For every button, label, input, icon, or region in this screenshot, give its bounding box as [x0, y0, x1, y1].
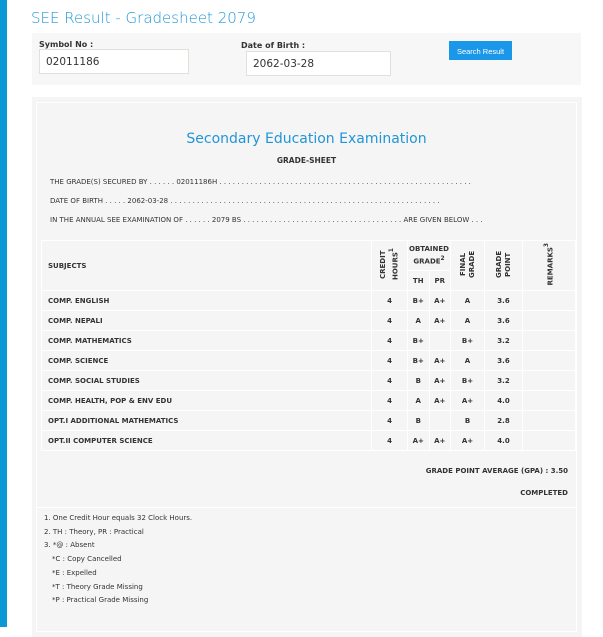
cell-remarks — [523, 351, 576, 371]
cell-subject: COMP. ENGLISH — [42, 291, 372, 311]
table-row — [42, 331, 576, 351]
col-pr: PR — [429, 271, 451, 291]
cell-final: A+ — [451, 431, 485, 451]
note-item: 2. TH : Theory, PR : Practical — [44, 527, 144, 536]
cell-credit: 4 — [372, 411, 408, 431]
exam-title: Secondary Education Examination — [186, 131, 427, 147]
cell-credit: 4 — [372, 291, 408, 311]
cell-th: B — [408, 371, 430, 391]
table-row — [42, 351, 576, 371]
table-row — [42, 291, 576, 311]
symbol-label: Symbol No : — [39, 40, 94, 49]
table-row — [42, 431, 576, 451]
cell-remarks — [523, 391, 576, 411]
dob-line: DATE OF BIRTH . . . . . 2062-03-28 . . . . . . . . . . . . . . . . . . . . . . . . . . . . . . . . . . . . . . . . . . . . . . . . . . . . . . . . . . . . . — [50, 197, 440, 205]
table-row — [42, 311, 576, 331]
cell-pr: A+ — [429, 431, 451, 451]
note-item: 1. One Credit Hour equals 32 Clock Hours. — [44, 514, 193, 522]
cell-subject: COMP. HEALTH, POP & ENV EDU — [42, 391, 372, 411]
table-row — [42, 371, 576, 391]
cell-subject: COMP. MATHEMATICS — [42, 331, 372, 351]
search-result-button[interactable]: Search Result — [449, 41, 512, 60]
left-accent-bar — [0, 0, 7, 627]
cell-subject: OPT.II COMPUTER SCIENCE — [42, 431, 372, 451]
cell-final: A — [451, 311, 485, 331]
cell-credit: 4 — [372, 351, 408, 371]
table-row — [42, 411, 576, 431]
cell-final: B+ — [451, 371, 485, 391]
cell-pr — [429, 331, 451, 351]
cell-credit: 4 — [372, 391, 408, 411]
cell-remarks — [523, 431, 576, 451]
cell-remarks — [523, 291, 576, 311]
dob-input[interactable]: 2062-03-28 — [246, 51, 391, 76]
cell-th: B — [408, 411, 430, 431]
cell-th: B+ — [408, 291, 430, 311]
cell-gp: 3.2 — [485, 371, 523, 391]
cell-credit: 4 — [372, 311, 408, 331]
symbol-input[interactable]: 02011186 — [39, 49, 189, 74]
cell-th: A — [408, 391, 430, 411]
col-final: FINAL GRADE — [451, 241, 485, 291]
cell-th: B+ — [408, 331, 430, 351]
cell-final: A — [451, 351, 485, 371]
cell-pr: A+ — [429, 351, 451, 371]
cell-th: A+ — [408, 431, 430, 451]
cell-gp: 3.6 — [485, 291, 523, 311]
cell-credit: 4 — [372, 371, 408, 391]
cell-th: B+ — [408, 351, 430, 371]
divider — [37, 507, 576, 508]
cell-gp: 3.2 — [485, 331, 523, 351]
note-item: *T : Theory Grade Missing — [52, 582, 143, 591]
cell-th: A — [408, 311, 430, 331]
notes — [44, 512, 192, 608]
cell-pr: A+ — [429, 311, 451, 331]
cell-final: B+ — [451, 331, 485, 351]
result-status: COMPLETED — [520, 489, 568, 497]
gradesheet — [32, 97, 582, 637]
col-remarks: REMARKS$^3$ — [523, 241, 576, 291]
cell-subject: OPT.I ADDITIONAL MATHEMATICS — [42, 411, 372, 431]
cell-final: A+ — [451, 391, 485, 411]
page-title: SEE Result - Gradesheet 2079 — [31, 9, 256, 27]
col-credit: CREDIT HOURS$^1$ — [372, 241, 408, 291]
cell-gp: 4.0 — [485, 391, 523, 411]
cell-credit: 4 — [372, 431, 408, 451]
gradesheet-subtitle: GRADE-SHEET — [276, 156, 337, 165]
cell-credit: 4 — [372, 331, 408, 351]
cell-remarks — [523, 311, 576, 331]
note-item: 3. *@ : Absent — [44, 541, 95, 550]
cell-gp: 3.6 — [485, 351, 523, 371]
dob-label: Date of Birth : — [241, 41, 306, 50]
col-gp: GRADE POINT — [485, 241, 523, 291]
note-item: *P : Practical Grade Missing — [52, 596, 149, 605]
cell-subject: COMP. NEPALI — [42, 311, 372, 331]
cell-final: A — [451, 291, 485, 311]
cell-subject: COMP. SOCIAL STUDIES — [42, 371, 372, 391]
cell-gp: 2.8 — [485, 411, 523, 431]
secured-by-line: THE GRADE(S) SECURED BY . . . . . . 02011186H . . . . . . . . . . . . . . . . . . . . . . . . . . . . . . . . . . . . . . . . . . . . . . . . . . . . . . . . . — [50, 178, 471, 186]
cell-pr: A+ — [429, 291, 451, 311]
col-th: TH — [408, 271, 430, 291]
cell-pr: A+ — [429, 371, 451, 391]
cell-pr: A+ — [429, 391, 451, 411]
note-item: *C : Copy Cancelled — [52, 555, 122, 564]
col-subjects: SUBJECTS — [42, 241, 372, 291]
exam-line: IN THE ANNUAL SEE EXAMINATION OF . . . . . . 2079 BS . . . . . . . . . . . . . . . . . . . . . . . . . . . . . . . . . . . . ARE GIVEN BELOW . . . — [50, 216, 483, 224]
cell-gp: 3.6 — [485, 311, 523, 331]
cell-remarks — [523, 411, 576, 431]
cell-remarks — [523, 371, 576, 391]
cell-final: B — [451, 411, 485, 431]
grades-table — [41, 240, 576, 451]
gpa: GRADE POINT AVERAGE (GPA) : 3.50 — [425, 467, 568, 475]
note-item: *E : Expelled — [52, 568, 97, 577]
cell-pr — [429, 411, 451, 431]
cell-gp: 4.0 — [485, 431, 523, 451]
col-obtained: OBTAINED GRADE$^2$ — [408, 241, 451, 271]
cell-remarks — [523, 331, 576, 351]
table-row — [42, 391, 576, 411]
cell-subject: COMP. SCIENCE — [42, 351, 372, 371]
